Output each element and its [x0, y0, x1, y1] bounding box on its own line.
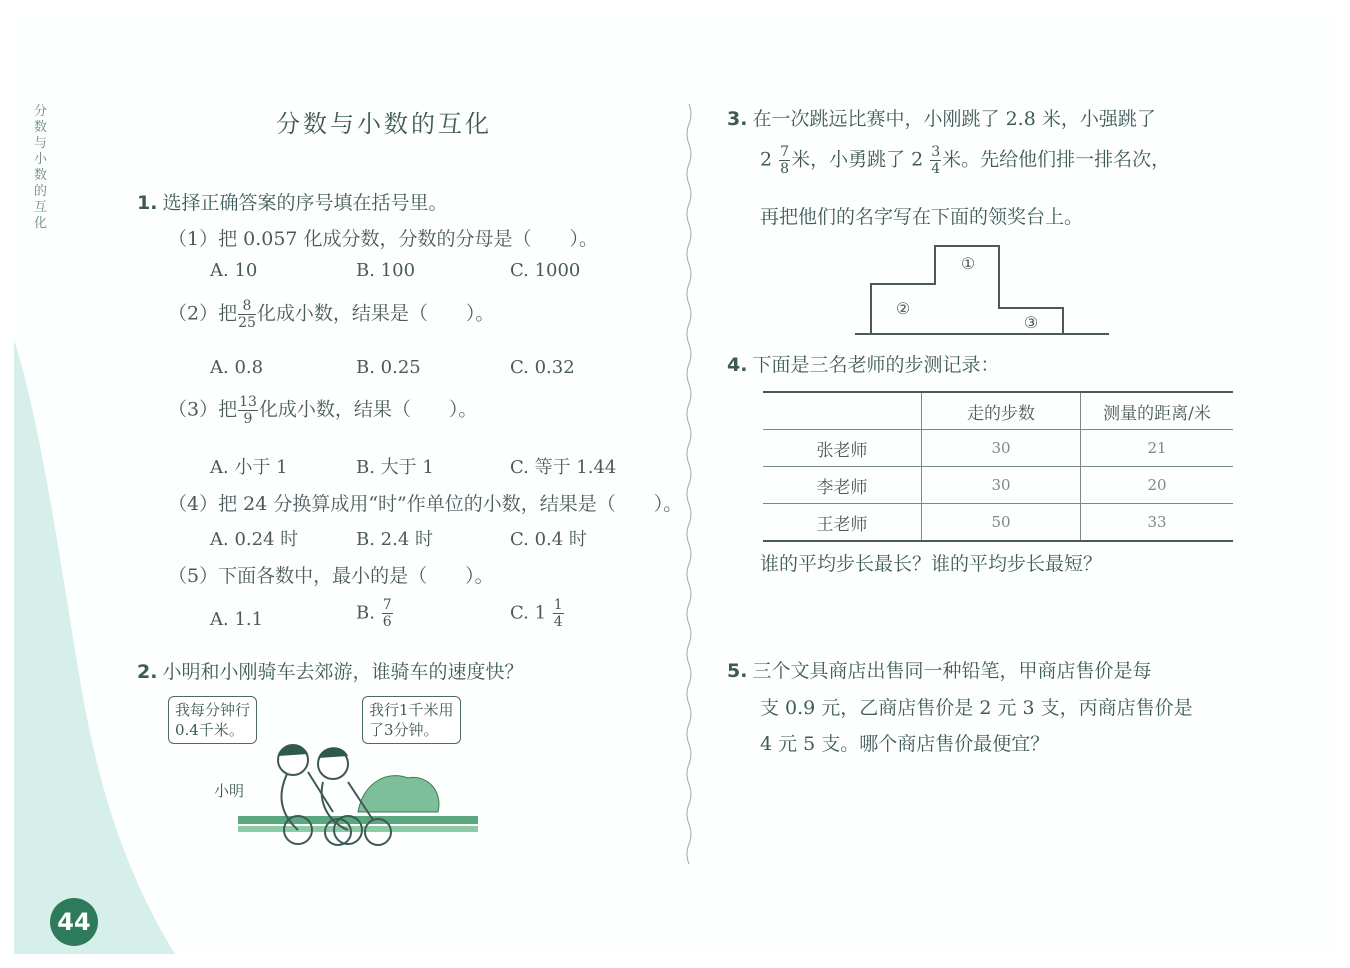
q1-item-5-option-c [510, 597, 565, 630]
question-number: 2. [137, 661, 158, 683]
step-measure-table [763, 391, 1233, 542]
page-number-badge: 44 [50, 898, 98, 946]
fraction [779, 144, 790, 177]
text-fragment: 米。先给他们排一排名次， [942, 148, 1171, 171]
question-3-line-3: 再把他们的名字写在下面的领奖台上。 [760, 206, 1084, 228]
option-prefix: B. [356, 602, 375, 624]
table-cell: 30 [922, 467, 1081, 504]
q1-item-1-option-c: C. 1000 [510, 260, 581, 281]
q1-item-1-option-b: B. 100 [356, 260, 416, 281]
speech-bubble-left [168, 696, 257, 744]
question-5-line-2: 支 0.9 元，乙商店售价是 2 元 3 支，丙商店售价是 [760, 697, 1193, 719]
question-text-line-1: 三个文具商店出售同一种铅笔，甲商店售价是每 [752, 660, 1152, 682]
fraction [930, 144, 941, 177]
question-5-line-3: 4 元 5 支。哪个商店售价最便宜？ [760, 733, 1050, 755]
page-title: 分数与小数的互化 [276, 110, 492, 138]
fraction-denominator: 8 [780, 161, 790, 177]
question-3-line-2 [760, 144, 1170, 177]
column-divider [684, 104, 694, 874]
q1-item-4-option-a: A. 0.24 时 [210, 529, 299, 550]
fraction [238, 394, 258, 427]
podium-second: ② [895, 299, 911, 318]
bubble-line: 我每分钟行 [175, 701, 251, 719]
question-2 [137, 657, 524, 684]
table-cell: 20 [1081, 467, 1234, 504]
question-3 [727, 104, 1156, 131]
table-row [763, 430, 1233, 467]
table-cell: 张老师 [763, 430, 922, 467]
q1-item-4-option-b: B. 2.4 时 [356, 529, 434, 550]
fraction-numerator: 3 [931, 144, 941, 160]
table-cell: 李老师 [763, 467, 922, 504]
option-prefix: C. 1 [510, 602, 547, 624]
podium-diagram [855, 242, 1111, 338]
table-row [763, 467, 1233, 504]
table-header-cell: 走的步数 [922, 392, 1081, 430]
question-1 [137, 188, 448, 215]
fraction-denominator: 25 [238, 315, 256, 331]
table-row [763, 504, 1233, 542]
table-header-row [763, 392, 1233, 430]
child-name-label: 小明 [214, 782, 245, 800]
q1-item-2-option-a: A. 0.8 [210, 357, 264, 378]
q1-item-5-option-a: A. 1.1 [210, 609, 264, 630]
podium-first: ① [960, 254, 976, 273]
question-text-line-1: 在一次跳远比赛中，小刚跳了 2.8 米，小强跳了 [752, 108, 1156, 130]
q1-item-2-option-b: B. 0.25 [356, 357, 421, 378]
sidebar-vertical-title: 分数与小数的互化 [34, 104, 48, 231]
fraction-denominator: 6 [382, 614, 392, 630]
question-text: 下面是三名老师的步测记录： [752, 354, 1000, 376]
q1-item-2-prefix: （2）把 [168, 302, 238, 325]
question-text: 小明和小刚骑车去郊游，谁骑车的速度快？ [162, 661, 524, 683]
bubble-line: 了3分钟。 [369, 721, 439, 739]
q1-item-3-option-c: C. 等于 1.44 [510, 457, 617, 478]
q1-item-4-option-c: C. 0.4 时 [510, 529, 587, 550]
fraction-denominator: 4 [931, 161, 941, 177]
table-cell: 21 [1081, 430, 1234, 467]
q1-item-1-label: （1）把 0.057 化成分数，分数的分母是（ ）。 [168, 228, 599, 250]
question-number: 1. [137, 192, 158, 214]
question-4-prompt: 谁的平均步长最长？谁的平均步长最短？ [760, 553, 1103, 575]
question-number: 5. [727, 660, 748, 682]
fraction [238, 298, 256, 331]
cyclists-illustration [238, 742, 480, 846]
question-number: 3. [727, 108, 748, 130]
q1-item-3-label [168, 394, 477, 427]
bubble-line: 我行1千米用 [369, 701, 454, 719]
podium-third: ③ [1023, 313, 1039, 332]
fraction-numerator: 1 [553, 597, 563, 613]
table-cell: 50 [922, 504, 1081, 542]
bubble-line: 0.4千米。 [175, 721, 244, 739]
fraction [382, 597, 393, 630]
q1-item-3-option-a: A. 小于 1 [210, 457, 288, 478]
question-text: 选择正确答案的序号填在括号里。 [162, 192, 448, 214]
text-fragment: 2 [760, 148, 773, 171]
q1-item-3-option-b: B. 大于 1 [356, 457, 434, 478]
q1-item-3-suffix: 化成小数，结果（ ）。 [258, 398, 478, 421]
fraction-numerator: 7 [780, 144, 790, 160]
text-fragment: 米，小勇跳了 2 [791, 148, 924, 171]
fraction-numerator: 13 [239, 394, 257, 410]
table-header-cell: 测量的距离/米 [1081, 392, 1234, 430]
q1-item-4-label: （4）把 24 分换算成用“时”作单位的小数，结果是（ ）。 [168, 493, 683, 515]
q1-item-5-label: （5）下面各数中，最小的是（ ）。 [168, 565, 494, 587]
fraction [553, 597, 564, 630]
fraction-denominator: 9 [243, 411, 253, 427]
q1-item-1-option-a: A. 10 [210, 260, 258, 281]
table-cell: 33 [1081, 504, 1234, 542]
table-cell: 王老师 [763, 504, 922, 542]
question-number: 4. [727, 354, 748, 376]
fraction-numerator: 7 [382, 597, 392, 613]
question-4 [727, 350, 1000, 377]
q1-item-3-prefix: （3）把 [168, 398, 238, 421]
speech-bubble-right [362, 696, 461, 744]
table-header-cell [763, 392, 922, 430]
question-5 [727, 656, 1152, 683]
q1-item-2-label [168, 298, 494, 331]
q1-item-5-option-b [356, 597, 394, 630]
table-cell: 30 [922, 430, 1081, 467]
q1-item-2-suffix: 化成小数，结果是（ ）。 [256, 302, 495, 325]
fraction-numerator: 8 [238, 298, 256, 315]
fraction-denominator: 4 [553, 614, 563, 630]
q1-item-2-option-c: C. 0.32 [510, 357, 575, 378]
